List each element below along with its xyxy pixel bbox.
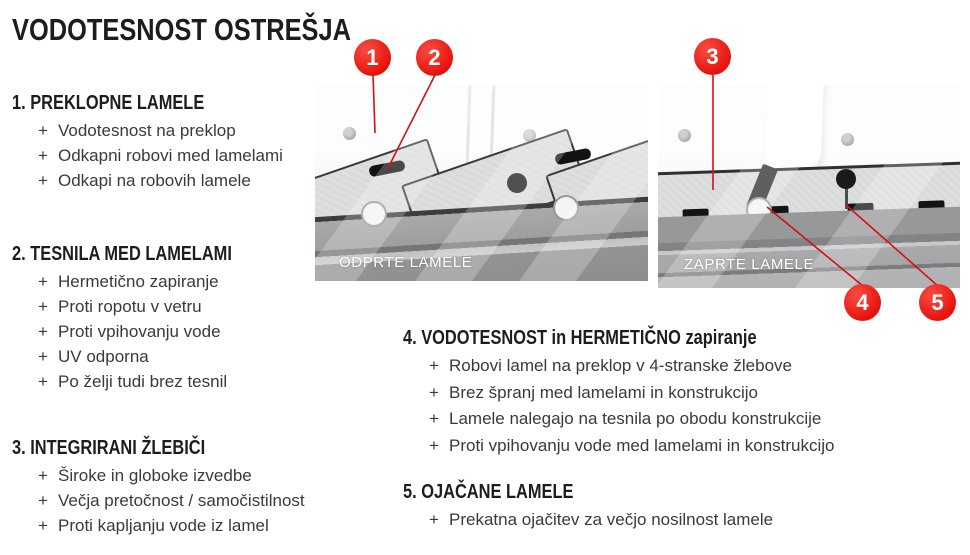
callout-1-badge: 1 (354, 39, 391, 76)
section-vodotesnost-hermeticno (403, 327, 963, 459)
plus-bullet: + (38, 347, 48, 366)
plus-bullet: + (429, 356, 439, 375)
feature-item: + Po želji tudi brez tesnil (38, 369, 280, 394)
plus-bullet: + (429, 510, 439, 529)
feature-item: + Robovi lamel na preklop v 4-stranske žlebove (429, 353, 963, 380)
plus-bullet: + (38, 272, 48, 291)
callout-2-badge: 2 (416, 39, 453, 76)
feature-list (403, 353, 963, 459)
callout-line-2 (388, 75, 435, 168)
callout-5-badge: 5 (919, 284, 956, 321)
callout-line-5 (846, 205, 938, 286)
section-heading: 3. INTEGRIRANI ŽLEBIČI (12, 437, 206, 459)
callout-3-badge: 3 (694, 38, 731, 75)
panel-caption-closed: ZAPRTE LAMELE (684, 256, 815, 273)
feature-item: + Proti vpihovanju vode (38, 319, 280, 344)
plus-bullet: + (38, 121, 48, 140)
plus-bullet: + (429, 409, 439, 428)
section-heading: 4. VODOTESNOST in HERMETIČNO zapiranje (403, 327, 757, 349)
feature-item: + Prekatna ojačitev za večjo nosilnost lamele (429, 507, 963, 534)
callout-line-1 (373, 74, 375, 133)
section-ojacane-lamele (403, 481, 963, 534)
callout-line-4 (767, 207, 863, 286)
feature-item: + Vodotesnost na preklop (38, 118, 283, 143)
section-heading: 2. TESNILA MED LAMELAMI (12, 243, 232, 265)
plus-bullet: + (38, 297, 48, 316)
figure-collage (315, 36, 965, 328)
plus-bullet: + (38, 516, 48, 535)
feature-list (12, 118, 283, 193)
feature-item: + Lamele nalegajo na tesnila po obodu konstrukcije (429, 406, 963, 433)
feature-item: + Odkapni robovi med lamelami (38, 143, 283, 168)
feature-item: + Odkapi na robovih lamele (38, 168, 283, 193)
feature-item: + Brez špranj med lamelami in konstrukcijo (429, 380, 963, 407)
section-preklopne-lamele (12, 92, 283, 193)
feature-item: + Proti kapljanju vode iz lamel (38, 513, 305, 538)
page-title: VODOTESNOST OSTREŠJA (12, 12, 351, 47)
plus-bullet: + (38, 171, 48, 190)
section-tesnila-med-lamelami (12, 243, 280, 394)
plus-bullet: + (38, 466, 48, 485)
feature-list (403, 507, 963, 534)
feature-item: + Široke in globoke izvedbe (38, 463, 305, 488)
plus-bullet: + (38, 146, 48, 165)
feature-item: + Proti vpihovanju vode med lamelami in konstrukcijo (429, 433, 963, 460)
section-integrirani-zlebici (12, 437, 305, 538)
plus-bullet: + (429, 435, 439, 455)
plus-bullet: + (38, 322, 48, 341)
feature-item: + Hermetično zapiranje (38, 269, 280, 294)
section-heading: 1. PREKLOPNE LAMELE (12, 92, 205, 114)
panel-caption-open: ODPRTE LAMELE (339, 254, 473, 271)
feature-item: + Proti ropotu v vetru (38, 294, 280, 319)
plus-bullet: + (38, 491, 48, 510)
section-heading: 5. OJAČANE LAMELE (403, 481, 574, 503)
feature-list (12, 463, 305, 538)
feature-list (12, 269, 280, 394)
feature-item: + UV odporna (38, 344, 280, 369)
plus-bullet: + (38, 372, 48, 391)
callout-4-badge: 4 (844, 284, 881, 321)
plus-bullet: + (429, 382, 439, 402)
feature-item: + Večja pretočnost / samočistilnost (38, 488, 305, 513)
